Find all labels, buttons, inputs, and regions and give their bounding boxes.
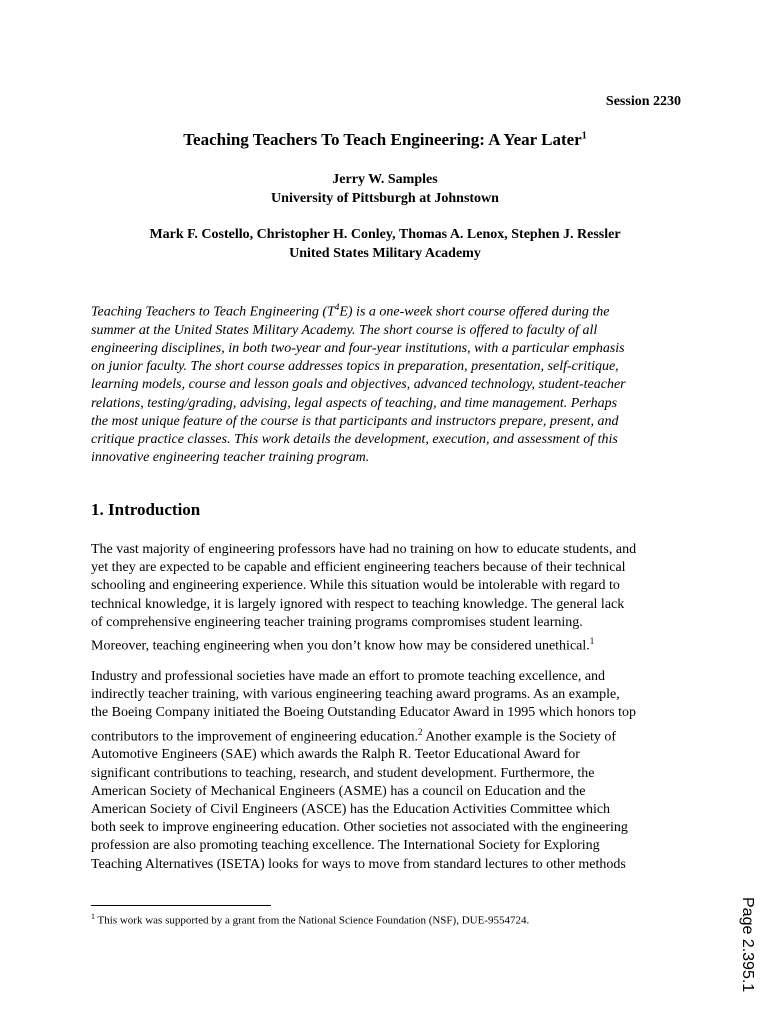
author-affiliation-2: United States Military Academy (289, 245, 481, 261)
paragraph-line: significant contributions to teaching, research, and student development. Furthermore, the (91, 765, 595, 781)
author-group-2 (0, 226, 770, 263)
abstract (91, 298, 691, 467)
abstract-line: learning models, course and lesson goals and objectives, advanced technology, student-teacher (91, 377, 626, 393)
abstract-line (91, 298, 691, 322)
footnote-mark: 1 (91, 912, 95, 921)
paragraph-line: Teaching Alternatives (ISETA) looks for ways to move from standard lectures to other methods (91, 856, 626, 872)
paragraph-line: American Society of Civil Engineers (ASCE) has the Education Activities Committee which (91, 802, 611, 818)
abstract-line: summer at the United States Military Academy. The short course is offered to faculty of all (91, 322, 598, 338)
paragraph-line: The vast majority of engineering professors have had no training on how to educate students, and (91, 542, 637, 557)
page-number (736, 897, 770, 993)
introduction-paragraph-2 (91, 668, 691, 874)
paragraph-line: schooling and engineering experience. While this situation would be intolerable with regard to (91, 578, 620, 594)
citation-superscript: 2 (417, 726, 423, 737)
paragraph-line: profession are also promoting teaching excellence. The International Society for Exploring (91, 838, 600, 854)
paragraph-line: technical knowledge, it is largely ignored with respect to teaching knowledge. The general lack (91, 596, 625, 612)
paragraph-line: Industry and professional societies have made an effort to promote teaching excellence, and (91, 669, 606, 684)
abstract-line: on junior faculty. The short course addresses topics in preparation, presentation, self-critique, (91, 359, 619, 375)
introduction-paragraph-1 (91, 541, 691, 656)
session-label: Session 2230 (605, 94, 681, 109)
paragraph-line: Automotive Engineers (SAE) which awards the Ralph R. Teetor Educational Award for (91, 747, 580, 763)
title-footnote-mark: 1 (581, 130, 587, 142)
paragraph-line: the Boeing Company initiated the Boeing Outstanding Educator Award in 1995 which honors top (91, 705, 637, 721)
footnote (91, 912, 529, 927)
abstract-line: the most unique feature of the course is that participants and instructors prepare, present, and (91, 413, 619, 429)
abstract-line: engineering disciplines, in both two-year and four-year institutions, with a particular emphasis (91, 341, 625, 357)
paragraph-line (91, 632, 691, 656)
abstract-line: innovative engineering teacher training program. (91, 450, 370, 466)
abstract-line: relations, testing/grading, advising, legal aspects of teaching, and time management. Perhaps (91, 395, 618, 411)
paragraph-line: of comprehensive engineering teacher training programs compromises student learning. (91, 614, 583, 630)
paragraph-line: American Society of Mechanical Engineers (ASME) has a council on Education and the (91, 783, 586, 799)
author-affiliation-1: University of Pittsburgh at Johnstown (271, 190, 499, 206)
paragraph-text: Another example is the Society of (422, 729, 617, 745)
paragraph-line: both seek to improve engineering education. Other societies not associated with the engineering (91, 820, 628, 836)
author-names-2: Mark F. Costello, Christopher H. Conley, Thomas A. Lenox, Stephen J. Ressler (149, 227, 621, 242)
footnote-divider (91, 905, 271, 906)
paragraph-line: yet they are expected to be capable and efficient engineering teachers because of their technical (91, 560, 626, 576)
paragraph-line: indirectly teacher training, with various engineering teaching award programs. As an example, (91, 687, 620, 703)
paper-title (0, 130, 770, 150)
abstract-superscript: 4 (334, 302, 340, 312)
abstract-text: Teaching Teachers to Teach Engineering (T (91, 304, 335, 320)
page-number-text: Page 2.395.1 (739, 897, 756, 993)
paper-title-text: Teaching Teachers To Teach Engineering: A Year Later (183, 130, 582, 149)
paragraph-text: Moreover, teaching engineering when you don’t know how may be considered unethical. (91, 638, 590, 654)
paragraph-line (91, 723, 691, 747)
paragraph-text: contributors to the improvement of engineering education. (91, 729, 418, 745)
section-heading-introduction: 1. Introduction (91, 500, 201, 519)
citation-superscript: 1 (589, 636, 595, 647)
footnote-text: This work was supported by a grant from the National Science Foundation (NSF), DUE-9554724. (95, 914, 530, 927)
abstract-text: E) is a one-week short course offered during the (339, 304, 610, 320)
abstract-line: critique practice classes. This work details the development, execution, and assessment of this (91, 432, 618, 448)
author-names-1: Jerry W. Samples (332, 172, 438, 187)
author-group-1 (0, 171, 770, 208)
